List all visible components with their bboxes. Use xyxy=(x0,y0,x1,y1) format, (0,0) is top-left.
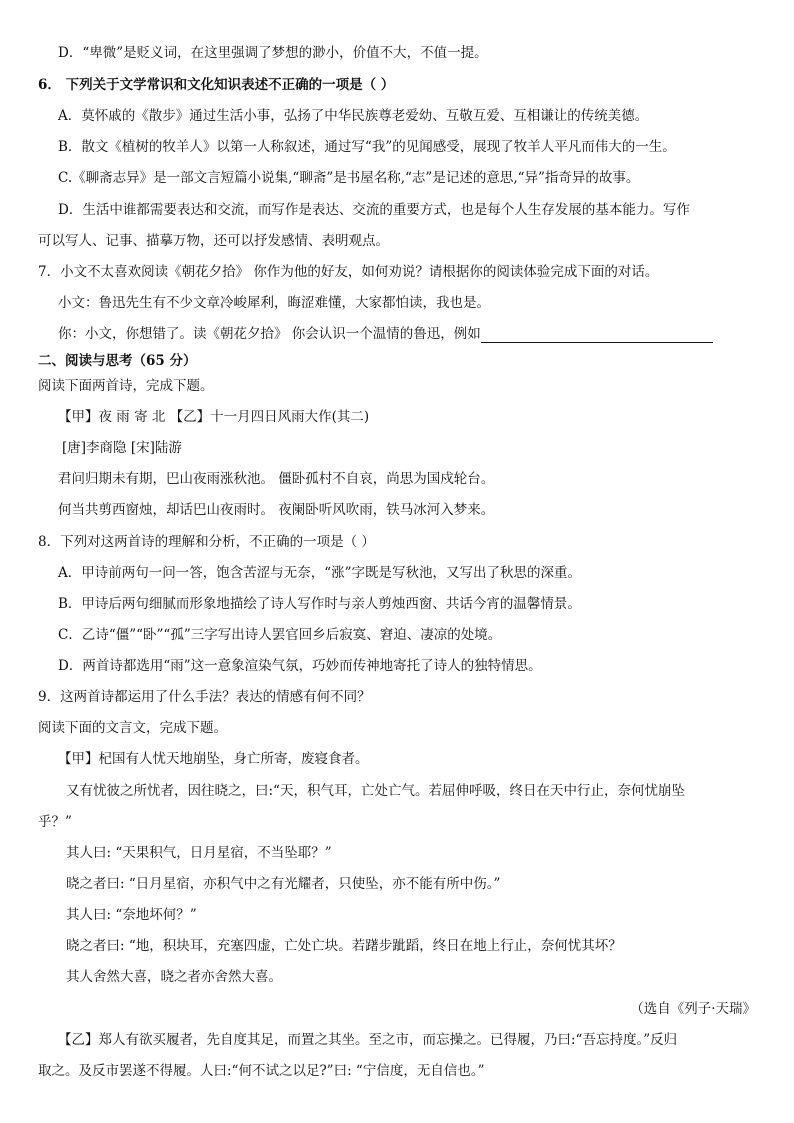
q5-option-d: D．“卑微”是贬义词，在这里强调了梦想的渺小，价值不大，不值一提。 xyxy=(58,45,488,61)
q6-option-d-line1: D．生活中谁都需要表达和交流，而写作是表达、交流的重要方式，也是每个人生存发展的基本能力。写作 xyxy=(58,202,690,218)
source-citation: （选自《列子·天瑞》 xyxy=(630,1001,756,1017)
poems-authors: [唐]李商隐 [宋]陆游 xyxy=(62,440,182,456)
poems-title: 【甲】夜 雨 寄 北 【乙】十一月四日风雨大作(其二) xyxy=(58,409,370,425)
q8-option-d: D．两首诗都选用“雨”这一意象渲染气氛，巧妙而传神地寄托了诗人的独特情思。 xyxy=(58,658,542,674)
answer-blank[interactable] xyxy=(481,328,713,343)
q8-option-b: B．甲诗后两句细腻而形象地描绘了诗人写作时与亲人剪烛西窗、共话今宵的温馨情景。 xyxy=(58,596,581,612)
jia-para-6: 晓之者曰: “地，积块耳，充塞四虚，亡处亡块。若躇步跐蹈，终日在地上行止，奈何忧其坏？ xyxy=(66,938,622,954)
q6-stem: 6． 下列关于文学常识和文化知识表述不正确的一项是（ ） xyxy=(38,77,395,93)
q9-stem: 9．这两首诗都运用了什么手法？表达的情感有何不同？ xyxy=(38,689,371,705)
q7-answer-line xyxy=(58,325,713,343)
q8-option-c: C．乙诗“僵”“卧”“孤”三字写出诗人罢官回乡后寂寞、窘迫、凄凉的处境。 xyxy=(58,627,502,643)
jia-para-1: 【甲】杞国有人忧天地崩坠，身亡所寄，废寝食者。 xyxy=(58,751,369,767)
q6-option-d-line2: 可以写人、记事、描摹万物，还可以抒发感情、表明观点。 xyxy=(38,233,389,249)
q7-stem: 7．小文不太喜欢阅读《朝花夕拾》 你作为他的好友，如何劝说？请根据你的阅读体验完成下面的对话。 xyxy=(38,264,659,280)
jia-para-2-line1: 又有忧彼之所忧者，因往晓之，曰:“天，积气耳，亡处亡气。若屈伸呼吸，终日在天中行止，奈何忧崩坠 xyxy=(66,783,685,799)
poem-line-1: 君问归期未有期，巴山夜雨涨秋池。 僵卧孤村不自哀，尚思为国戍轮台。 xyxy=(58,471,495,487)
q6-option-b: B．散文《植树的牧羊人》以第一人称叙述，通过写“我”的见闻感受，展现了牧羊人平凡而伟大的一生。 xyxy=(58,139,676,155)
q7-you-line: 你：小文，你想错了。读《朝花夕拾》 你会认识一个温情的鲁迅，例如 xyxy=(58,326,481,342)
yi-para-line1: 【乙】郑人有欲买履者，先自度其足，而置之其坐。至之市，而忘操之。已得履，乃曰:“吾忘持度。”反归 xyxy=(58,1032,678,1048)
classical-intro: 阅读下面的文言文，完成下题。 xyxy=(38,720,227,736)
jia-para-3: 其人曰: “天果积气，日月星宿，不当坠耶？” xyxy=(66,845,332,861)
q8-option-a: A．甲诗前两句一问一答，饱含苦涩与无奈，“涨”字既是写秋池，又写出了秋思的深重。 xyxy=(58,565,582,581)
yi-para-line2: 取之。及反市罢遂不得履。人曰:“何不试之以足?”曰: “宁信度，无自信也。” xyxy=(38,1063,485,1079)
poem-line-2: 何当共剪西窗烛，却话巴山夜雨时。 夜阑卧听风吹雨，铁马冰河入梦来。 xyxy=(58,502,495,518)
q6-option-a: A．莫怀戚的《散步》通过生活小事，弘扬了中华民族尊老爱幼、互敬互爱、互相谦让的传统美德。 xyxy=(58,108,649,124)
section2-intro: 阅读下面两首诗，完成下题。 xyxy=(38,378,214,394)
q8-stem: 8．下列对这两首诗的理解和分析，不正确的一项是（ ） xyxy=(38,534,375,550)
section2-title: 二、阅读与思考（65 分） xyxy=(38,353,197,369)
q7-xiaowen-line: 小文：鲁迅先生有不少文章冷峻犀利，晦涩难懂，大家都怕读，我也是。 xyxy=(58,295,490,311)
jia-para-7: 其人舍然大喜，晓之者亦舍然大喜。 xyxy=(66,969,282,985)
q6-option-c: C.《聊斋志异》是一部文言短篇小说集,“聊斋”是书屋名称,“志”是记述的意思,“异”指奇异的故事。 xyxy=(58,170,640,186)
jia-para-4: 晓之者曰: “日月星宿，亦积气中之有光耀者，只使坠，亦不能有所中伤。” xyxy=(66,876,501,892)
jia-para-5: 其人曰: “奈地坏何？” xyxy=(66,907,197,923)
jia-para-2-line2: 乎？” xyxy=(38,814,72,830)
